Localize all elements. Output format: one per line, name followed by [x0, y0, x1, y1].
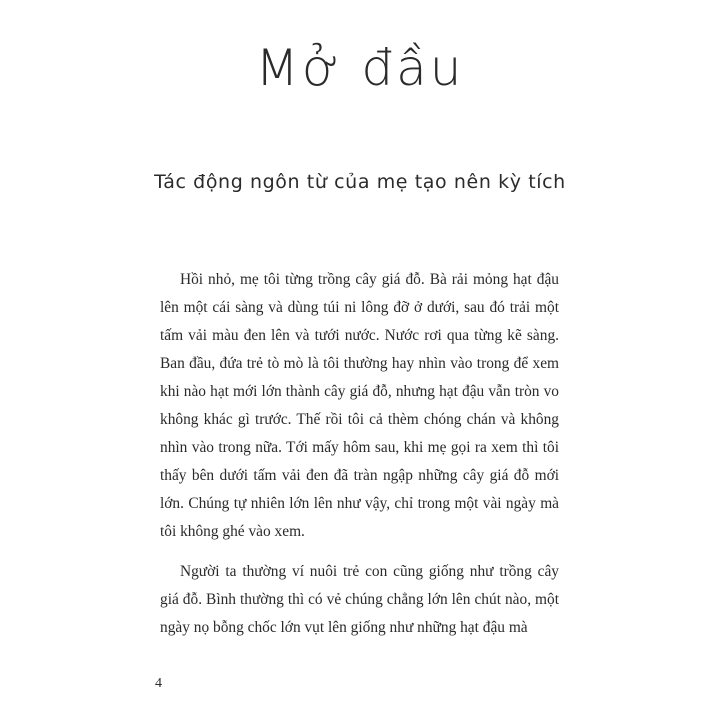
- paragraph: Người ta thường ví nuôi trẻ con cũng giống như trồng cây giá đỗ. Bình thường thì có vẻ chúng chẳng lớn lên chút nào, một ngày nọ bỗng chốc lớn vụt lên giống như những hạt đậu mà: [160, 563, 559, 636]
- page-number: 4: [155, 676, 162, 691]
- body-text: [160, 266, 559, 642]
- chapter-subtitle: Tác động ngôn từ của mẹ tạo nên kỳ tích: [154, 171, 566, 193]
- paragraph: Hồi nhỏ, mẹ tôi từng trồng cây giá đỗ. Bà rải mỏng hạt đậu lên một cái sàng và dùng túi ni lông đỡ ở dưới, sau đó trải một tấm vải màu đen lên và tưới nước. Nước rơi qua từng kẽ sàng. Ban đầu, đứa trẻ tò mò là tôi thường hay nhìn vào trong để xem khi nào hạt mới lớn thành cây giá đỗ, nhưng hạt đậu vẫn tròn vo không khác gì trước. Thế rồi tôi cả thèm chóng chán và không nhìn vào trong nữa. Tới mấy hôm sau, khi mẹ gọi ra xem thì tôi thấy bên dưới tấm vải đen đã tràn ngập những cây giá đỗ mới lớn. Chúng tự nhiên lớn lên như vậy, chỉ trong một vài ngày mà tôi không ghé vào xem.: [160, 271, 559, 540]
- chapter-title: Mở đầu: [255, 39, 465, 97]
